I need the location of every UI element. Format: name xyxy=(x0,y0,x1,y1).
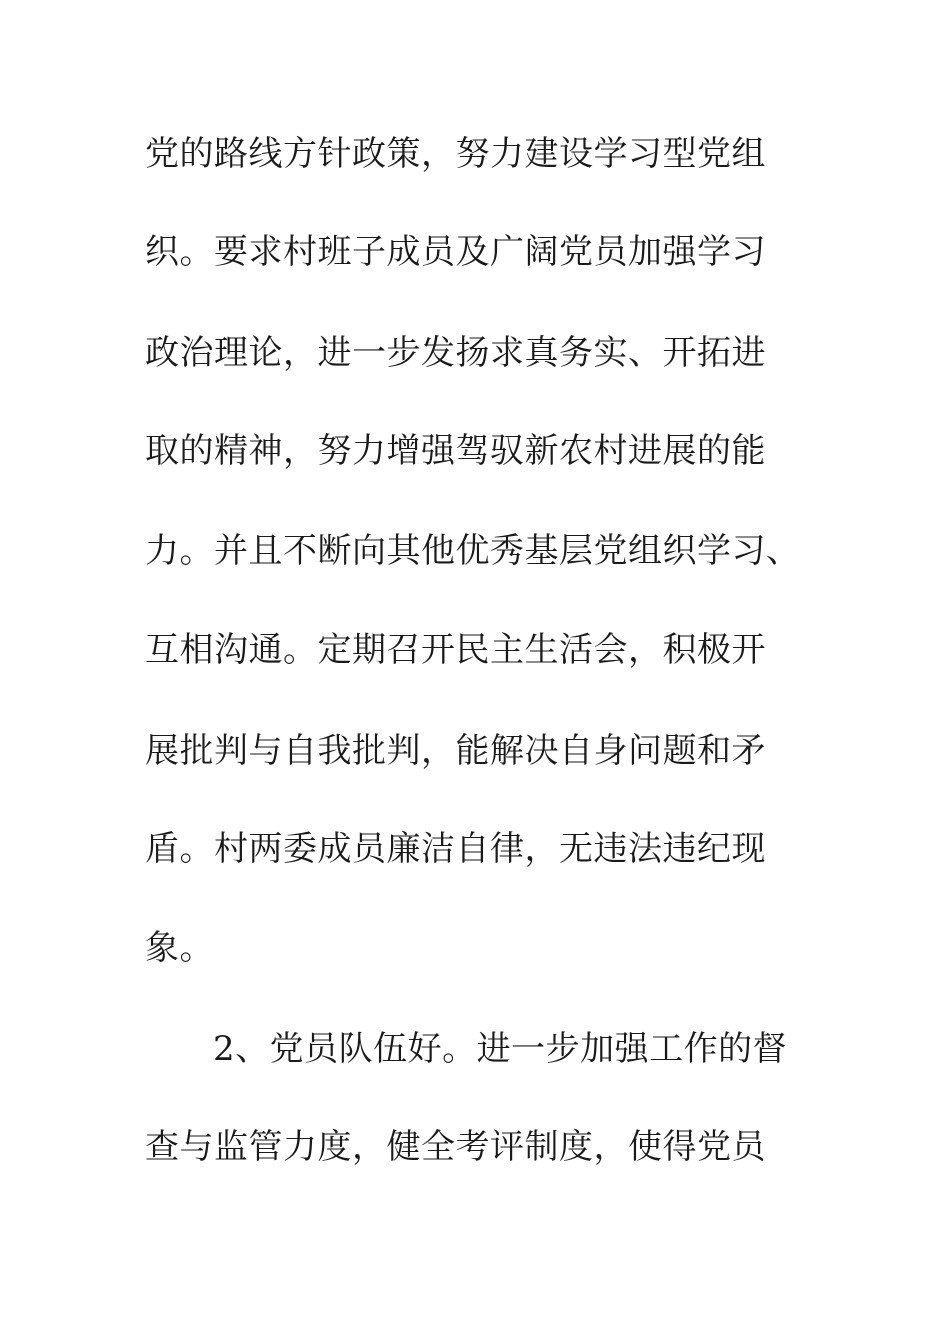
text-line-6: 互相沟通。定期召开民主生活会，积极开 xyxy=(145,630,766,670)
text-line-11: 查与监管力度，健全考评制度，使得党员 xyxy=(145,1127,766,1167)
text-line-9: 象。 xyxy=(145,928,214,968)
text-line-10: 2、党员队伍好。进一步加强工作的督 xyxy=(213,1029,788,1069)
text-line-1: 党的路线方针政策，努力建设学习型党组 xyxy=(145,134,766,174)
text-line-5: 力。并且不断向其他优秀基层党组织学习、 xyxy=(145,531,801,571)
text-line-4: 取的精神，努力增强驾驭新农村进展的能 xyxy=(145,431,766,471)
text-line-2: 织。要求村班子成员及广阔党员加强学习 xyxy=(145,232,766,272)
text-line-8: 盾。村两委成员廉洁自律，无违法违纪现 xyxy=(145,829,766,869)
text-line-3: 政治理论，进一步发扬求真务实、开拓进 xyxy=(145,333,766,373)
text-line-7: 展批判与自我批判，能解决自身问题和矛 xyxy=(145,731,766,771)
